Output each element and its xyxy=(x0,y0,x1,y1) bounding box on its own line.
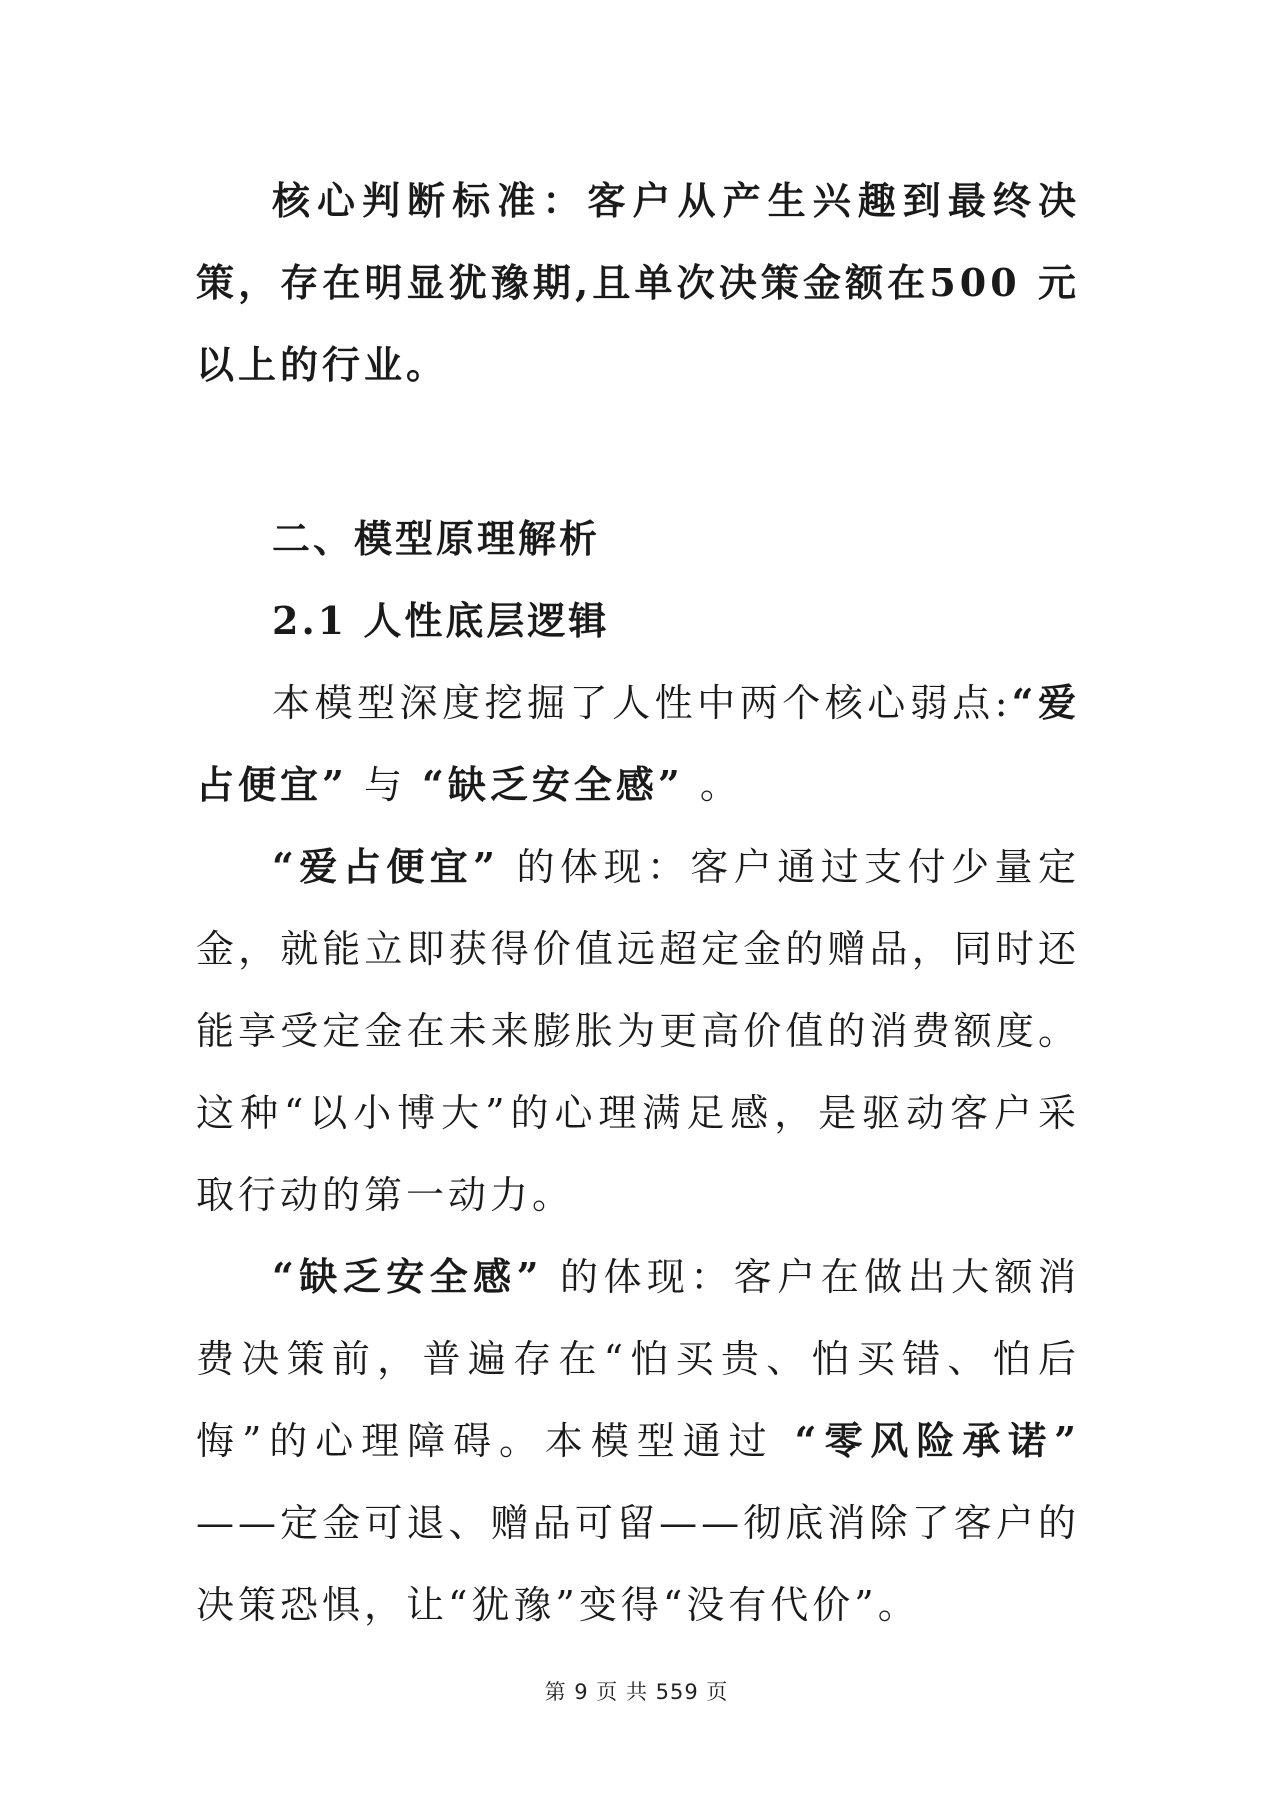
insecurity-text-2: ——定金可退、赠品可留——彻底消除了客户的决策恐惧，让“犹豫”变得“没有代价”。 xyxy=(196,1501,1080,1627)
greed-bold: “爱占便宜” xyxy=(272,844,499,889)
intro-text: 本模型深度挖掘了人性中两个核心弱点: xyxy=(272,681,1012,725)
insecurity-text-1: 的体现：客户在做出大额消费决策前，普遍存在“怕买贵、怕买错、怕后悔”的心理障碍。本模型通过 xyxy=(196,1255,1080,1463)
intro-paragraph xyxy=(196,662,1080,826)
subsection-heading: 2.1 人性底层逻辑 xyxy=(272,598,610,643)
page-content xyxy=(196,160,1080,1646)
intro-mid: 与 xyxy=(347,763,423,807)
page-number-footer: 第 9 页 共 559 页 xyxy=(544,1680,729,1704)
greed-text: 的体现：客户通过支付少量定金，就能立即获得价值远超定金的赠品，同时还能享受定金在未来膨胀为更高价值的消费额度。这种“以小博大”的心理满足感，是驱动客户采取行动的第一动力。 xyxy=(196,845,1080,1217)
insecurity-bold: “缺乏安全感” xyxy=(272,1254,543,1299)
intro-bold-2: “缺乏安全感” xyxy=(422,762,684,807)
core-criteria-paragraph: 核心判断标准：客户从产生兴趣到最终决策，存在明显犹豫期,且单次决策金额在500 元以上的行业。 xyxy=(196,178,1080,387)
insecurity-paragraph xyxy=(196,1236,1080,1646)
intro-end: 。 xyxy=(683,763,742,807)
intro-bold-1: “爱占便宜” xyxy=(196,680,1081,807)
greed-paragraph xyxy=(196,826,1080,1236)
insecurity-bold-2: “零风险承诺” xyxy=(794,1418,1081,1463)
section-heading: 二、模型原理解析 xyxy=(272,516,601,561)
spacer xyxy=(196,406,1080,498)
